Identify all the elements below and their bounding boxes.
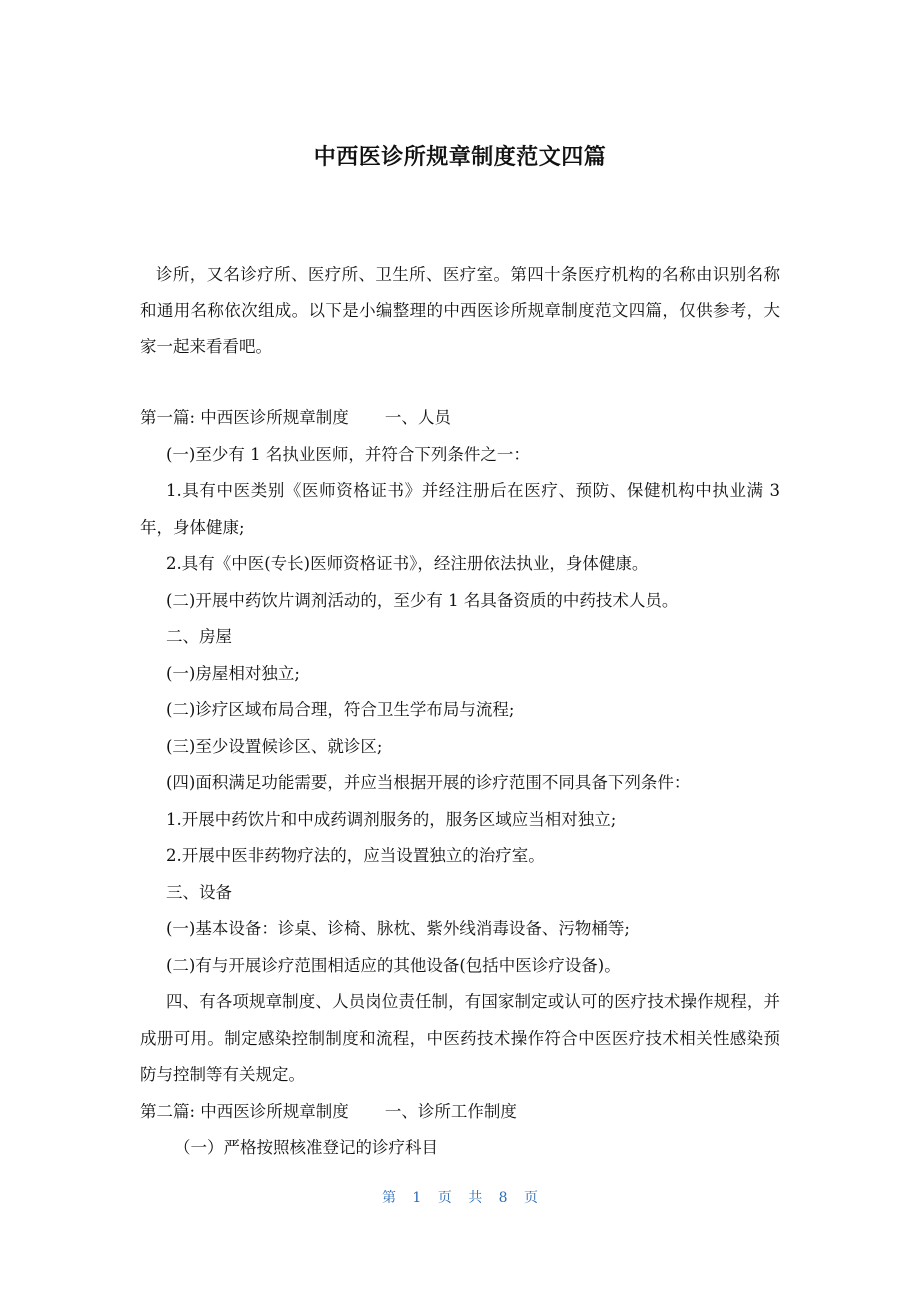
section-1-line-7: (二)诊疗区域布局合理，符合卫生学布局与流程;: [166, 700, 515, 719]
section-2-line-1: （一）严格按照核准登记的诊疗科目: [174, 1138, 438, 1157]
page-number-footer: 第 1 页 共 8 页: [381, 1190, 539, 1206]
section-1-line-10: 1.开展中药饮片和中成药调剂服务的，服务区域应当相对独立;: [166, 809, 617, 829]
section-1-line-15: 四、有各项规章制度、人员岗位责任制，有国家制定或认可的医疗技术操作规程，并成册可用。制定感染控制制度和流程，中医药技术操作符合中医医疗技术相关性感染预防与控制等有关规定。: [140, 992, 780, 1084]
section-1-subtitle: 一、人员: [384, 408, 451, 427]
section-1-line-4: (二)开展中药饮片调剂活动的，至少有 1 名具备资质的中药技术人员。: [166, 590, 679, 610]
section-1-line-6: (一)房屋相对独立;: [166, 663, 300, 683]
document-title: 中西医诊所规章制度范文四篇: [313, 145, 607, 170]
section-1-line-13: (一)基本设备：诊桌、诊椅、脉枕、紫外线消毒设备、污物桶等;: [166, 919, 630, 938]
section-1-line-3: 2.具有《中医(专长)医师资格证书》，经注册依法执业，身体健康。: [166, 554, 649, 573]
section-1-line-1: (一)至少有 1 名执业医师，并符合下列条件之一：: [166, 444, 530, 464]
section-1-line-8: (三)至少设置候诊区、就诊区;: [166, 736, 383, 756]
section-1-line-2: 1.具有中医类别《医师资格证书》并经注册后在医疗、预防、保健机构中执业满 3 年，身体健康;: [140, 481, 780, 537]
section-1-title: 第一篇: 中西医诊所规章制度: [140, 408, 349, 427]
section-2-heading: [140, 1094, 780, 1131]
section-1-line-5: 二、房屋: [166, 627, 232, 646]
section-2-subtitle: 一、诊所工作制度: [384, 1101, 517, 1121]
section-1-line-9: (四)面积满足功能需要，并应当根据开展的诊疗范围不同具备下列条件：: [166, 773, 691, 792]
section-1-heading: [140, 400, 780, 437]
section-1-line-12: 三、设备: [166, 882, 232, 902]
document-body: [140, 400, 780, 1167]
intro-paragraph: 诊所，又名诊疗所、医疗所、卫生所、医疗室。第四十条医疗机构的名称由识别名称和通用名称依次组成。以下是小编整理的中西医诊所规章制度范文四篇，仅供参考，大家一起来看看吧。: [140, 265, 780, 356]
section-1-line-14: (二)有与开展诊疗范围相适应的其他设备(包括中医诊疗设备)。: [166, 955, 621, 975]
section-2-title: 第二篇: 中西医诊所规章制度: [140, 1101, 349, 1121]
section-1-line-11: 2.开展中医非药物疗法的，应当设置独立的治疗室。: [166, 846, 545, 865]
